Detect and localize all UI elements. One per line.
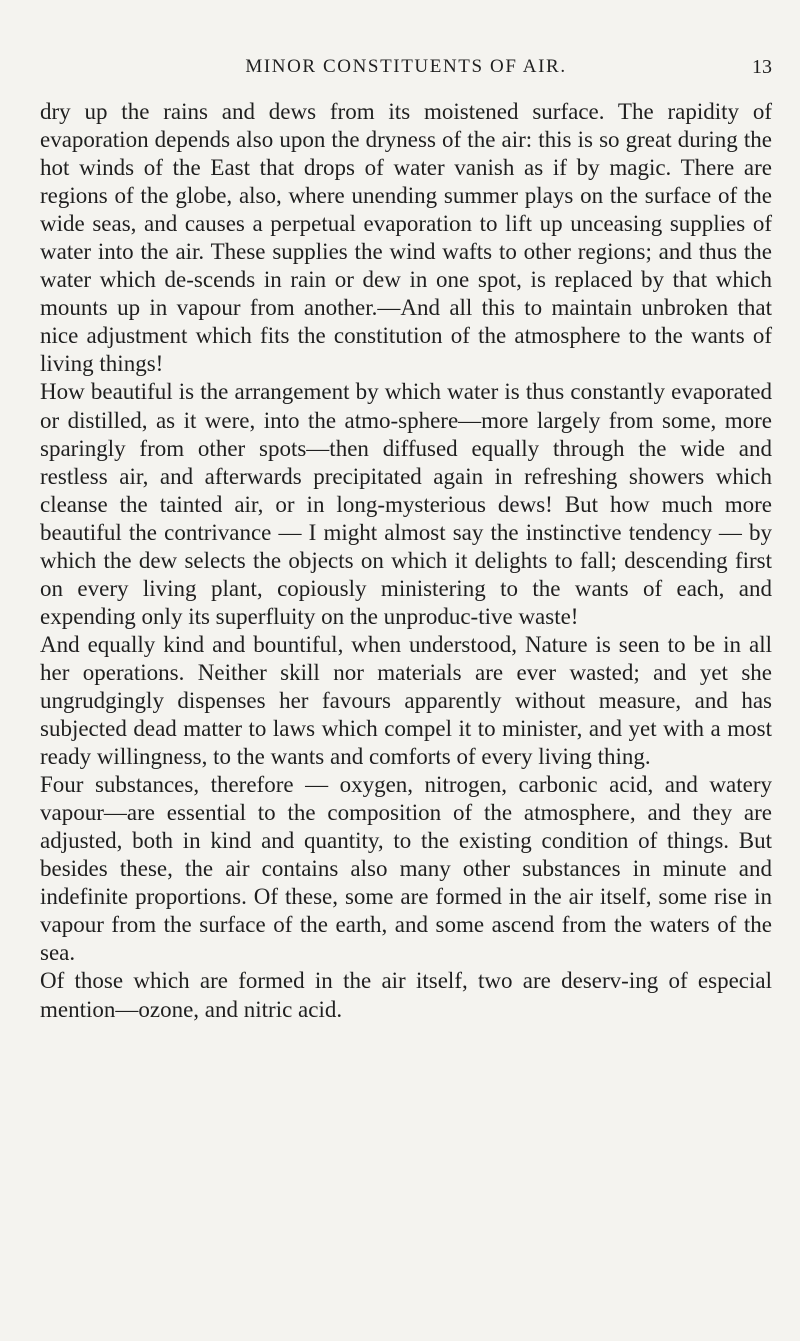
paragraph: Of those which are formed in the air itself, two are deserv-ing of especial mention—ozone, and nitric acid. bbox=[40, 968, 772, 1022]
paragraph: dry up the rains and dews from its moistened surface. The rapidity of evaporation depends also upon the dryness of the air: this is so great during the hot winds of the East that drops of water vanish as if by magic. There are regions of the globe, also, where unending summer plays on the surface of the wide seas, and causes a perpetual evaporation to lift up unceasing supplies of water into the air. These supplies the wind wafts to other regions; and thus the water which de-scends in rain or dew in one spot, is replaced by that which mounts up in vapour from another.—And all this to maintain unbroken that nice adjustment which fits the constitution of the atmosphere to the wants of living things! bbox=[40, 99, 772, 377]
running-head bbox=[40, 56, 772, 86]
running-title: MINOR CONSTITUENTS OF AIR. bbox=[245, 56, 567, 77]
paragraph: And equally kind and bountiful, when understood, Nature is seen to be in all her operations. Neither skill nor materials are ever wasted; and yet she ungrudgingly dispenses her favours apparently without measure, and has subjected dead matter to laws which compel it to minister, and yet with a most ready willingness, to the wants and comforts of every living thing. bbox=[40, 631, 772, 770]
paragraph: How beautiful is the arrangement by which water is thus constantly evaporated or distilled, as it were, into the atmo-sphere—more largely from some, more sparingly from other spots—then diffused equally through the wide and restless air, and afterwards precipitated again in refreshing showers which cleanse the tainted air, or in long-mysterious dews! But how much more beautiful the contrivance — I might almost say the instinctive tendency — by which the dew selects the objects on which it delights to fall; descending first on every living plant, copiously ministering to the wants of each, and expending only its superfluity on the unproduc-tive waste! bbox=[40, 379, 772, 629]
page-number: 13 bbox=[752, 56, 772, 78]
body-text bbox=[40, 98, 772, 1024]
paragraph: Four substances, therefore — oxygen, nitrogen, carbonic acid, and watery vapour—are essential to the composition of the atmosphere, and they are adjusted, both in kind and quantity, to the existing condition of things. But besides these, the air contains also many other substances in minute and indefinite proportions. Of these, some are formed in the air itself, some rise in vapour from the surface of the earth, and some ascend from the waters of the sea. bbox=[40, 772, 772, 966]
